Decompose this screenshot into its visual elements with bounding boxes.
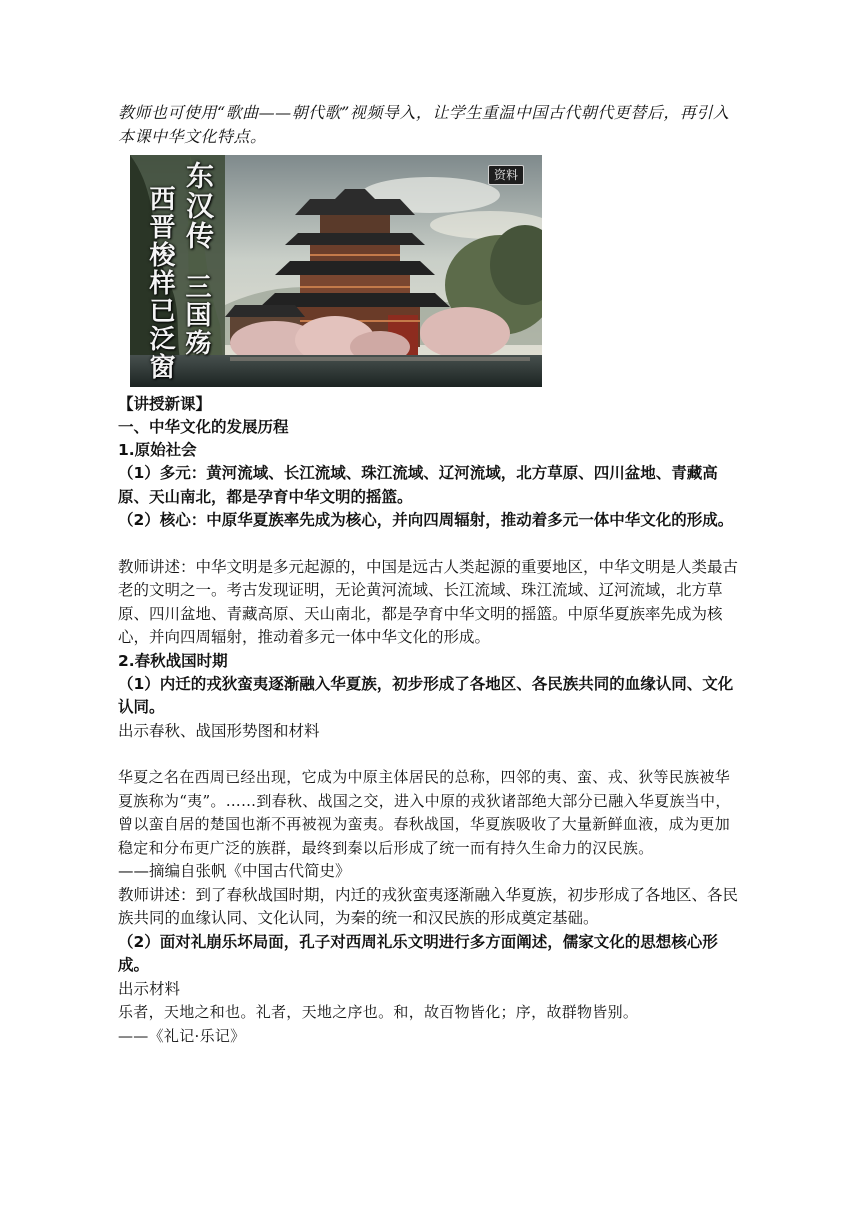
quote-source-2: ——《礼记·乐记》 bbox=[118, 1026, 246, 1045]
show-material-note-2: 出示材料 bbox=[118, 979, 181, 998]
document-content bbox=[118, 101, 744, 1048]
point-integration: （1）内迁的戎狄蛮夷逐渐融入华夏族，初步形成了各地区、各民族共同的血缘认同、文化认同。 bbox=[118, 674, 734, 716]
quote-source-1: ——摘编自张帆《中国古代简史》 bbox=[118, 862, 351, 880]
heading-level-1: 一、中华文化的发展历程 bbox=[118, 418, 289, 436]
point-confucius: （2）面对礼崩乐坏局面，孔子对西周礼乐文明进行多方面阐述，儒家文化的思想核心形成。 bbox=[118, 932, 718, 974]
quoted-material-2: 乐者，天地之和也。礼者，天地之序也。和，故百物皆化；序，故群物皆别。 bbox=[118, 1003, 639, 1021]
calligraphy-text-2: 西晋梭样已泛窗 bbox=[145, 185, 175, 381]
spacer bbox=[118, 533, 744, 556]
calligraphy-text-3: 三国殇 bbox=[181, 273, 211, 357]
show-material-note-1: 出示春秋、战国形势图和材料 bbox=[118, 721, 320, 740]
teacher-narration-2: 教师讲述：到了春秋战国时期，内迁的戎狄蛮夷逐渐融入华夏族，初步形成了各地区、各民族共同的血缘认同、文化认同，为秦的统一和汉民族的形成奠定基础。 bbox=[118, 885, 739, 927]
subheading-primitive-society: 1.原始社会 bbox=[118, 441, 197, 459]
intro-paragraph: 教师也可使用“歌曲——朝代歌”视频导入，让学生重温中国古代朝代更替后，再引入本课中华文化特点。 bbox=[118, 103, 730, 146]
calligraphy-text-1: 东汉传 bbox=[182, 161, 215, 251]
point-diversity: （1）多元：黄河流域、长江流域、珠江流域、辽河流域，北方草原、四川盆地、青藏高原、天山南北，都是孕育中华文明的摇篮。 bbox=[118, 464, 718, 506]
quoted-material-1: 华夏之名在西周已经出现，它成为中原主体居民的总称，四邻的夷、蛮、戎、狄等民族被华夏族称为“夷”。……到春秋、战国之交，进入中原的戎狄诸部绝大部分已融入华夏族当中，曾以蛮自居的楚国也渐不再被视为蛮夷。春秋战国，华夏族吸收了大量新鲜血液，成为更加稳定和分布更广泛的族群，最终到秦以后形成了统一而有持久生命力的汉民族。 bbox=[118, 768, 731, 857]
section-label: 【讲授新课】 bbox=[118, 395, 212, 413]
subheading-spring-autumn: 2.春秋战国时期 bbox=[118, 651, 228, 670]
video-still-image bbox=[130, 155, 542, 387]
material-badge: 资料 bbox=[488, 165, 524, 185]
point-core: （2）核心：中原华夏族率先成为核心，并向四周辐射，推动着多元一体中华文化的形成。 bbox=[118, 511, 734, 529]
spacer bbox=[118, 743, 744, 766]
teacher-narration-1: 教师讲述：中华文明是多元起源的，中国是远古人类起源的重要地区，中华文明是人类最古老的文明之一。考古发现证明，无论黄河流域、长江流域、珠江流域、辽河流域，北方草原、四川盆地、青藏高原、天山南北，都是孕育中华文明的摇篮。中原华夏族率先成为核心，并向四周辐射，推动着多元一体中华文化的形成。 bbox=[118, 557, 739, 646]
